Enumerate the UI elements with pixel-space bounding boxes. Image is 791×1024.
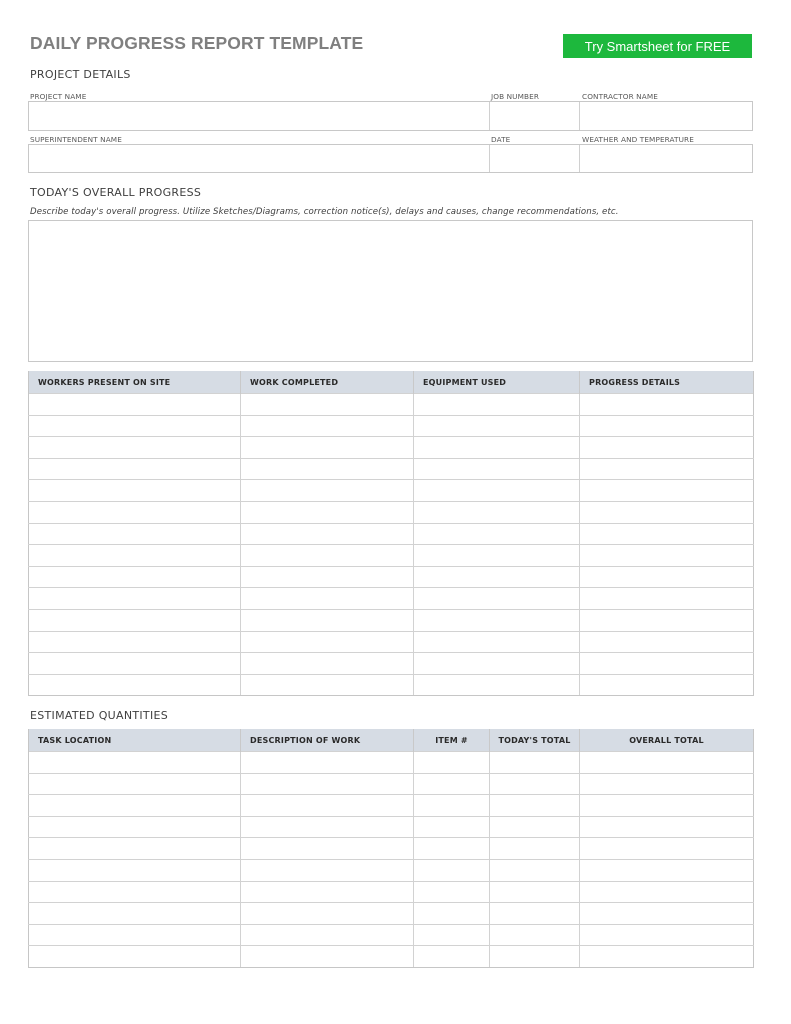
workers-present-cell[interactable] [29, 437, 241, 459]
item-number-cell[interactable] [414, 795, 490, 817]
progress-details-cell[interactable] [580, 545, 754, 567]
equipment-used-cell[interactable] [414, 674, 580, 696]
item-number-cell[interactable] [414, 838, 490, 860]
description-of-work-cell[interactable] [241, 816, 414, 838]
table-row [29, 946, 754, 968]
item-number-cell[interactable] [414, 773, 490, 795]
todays-total-cell[interactable] [490, 773, 580, 795]
column-header-item-number: ITEM # [414, 729, 490, 752]
description-of-work-cell[interactable] [241, 924, 414, 946]
column-header-description-of-work: DESCRIPTION OF WORK [241, 729, 414, 752]
task-location-cell[interactable] [29, 816, 241, 838]
todays-total-cell[interactable] [490, 881, 580, 903]
description-of-work-cell[interactable] [241, 752, 414, 774]
superintendent-name-field[interactable] [29, 145, 489, 172]
column-header-task-location: TASK LOCATION [29, 729, 241, 752]
table-row [29, 924, 754, 946]
equipment-used-cell[interactable] [414, 545, 580, 567]
column-header-overall-total: OVERALL TOTAL [580, 729, 754, 752]
task-location-cell[interactable] [29, 795, 241, 817]
overall-total-cell[interactable] [580, 795, 754, 817]
work-completed-cell[interactable] [241, 415, 414, 437]
equipment-used-cell[interactable] [414, 480, 580, 502]
progress-details-cell[interactable] [580, 609, 754, 631]
todays-total-cell[interactable] [490, 903, 580, 925]
table-row [29, 838, 754, 860]
progress-details-cell[interactable] [580, 588, 754, 610]
todays-total-cell[interactable] [490, 924, 580, 946]
description-of-work-cell[interactable] [241, 795, 414, 817]
project-name-field[interactable] [29, 102, 489, 130]
table-row [29, 588, 754, 610]
progress-details-cell[interactable] [580, 566, 754, 588]
work-completed-cell[interactable] [241, 653, 414, 675]
job-number-label: JOB NUMBER [491, 92, 540, 101]
task-location-cell[interactable] [29, 881, 241, 903]
overall-total-cell[interactable] [580, 816, 754, 838]
table-row [29, 437, 754, 459]
task-location-cell[interactable] [29, 838, 241, 860]
equipment-used-cell[interactable] [414, 523, 580, 545]
column-header-todays-total: TODAY'S TOTAL [490, 729, 580, 752]
workers-present-cell[interactable] [29, 545, 241, 567]
workers-present-cell[interactable] [29, 609, 241, 631]
column-header-workers: WORKERS PRESENT ON SITE [29, 371, 241, 394]
table-row [29, 545, 754, 567]
work-completed-cell[interactable] [241, 674, 414, 696]
description-of-work-cell[interactable] [241, 773, 414, 795]
equipment-used-cell[interactable] [414, 631, 580, 653]
progress-table [28, 371, 754, 696]
table-row [29, 674, 754, 696]
equipment-used-cell[interactable] [414, 609, 580, 631]
table-row [29, 795, 754, 817]
progress-details-cell[interactable] [580, 523, 754, 545]
date-field[interactable] [490, 145, 579, 172]
table-row [29, 773, 754, 795]
project-details-row-1 [28, 101, 753, 131]
overall-progress-textarea[interactable] [28, 220, 753, 362]
page-title: DAILY PROGRESS REPORT TEMPLATE [30, 33, 364, 53]
overall-total-cell[interactable] [580, 946, 754, 968]
column-header-equipment-used: EQUIPMENT USED [414, 371, 580, 394]
description-of-work-cell[interactable] [241, 859, 414, 881]
work-completed-cell[interactable] [241, 394, 414, 416]
table-row [29, 501, 754, 523]
work-completed-cell[interactable] [241, 437, 414, 459]
workers-present-cell[interactable] [29, 523, 241, 545]
superintendent-name-label: SUPERINTENDENT NAME [30, 135, 122, 144]
equipment-used-cell[interactable] [414, 566, 580, 588]
table-row [29, 903, 754, 925]
item-number-cell[interactable] [414, 924, 490, 946]
work-completed-cell[interactable] [241, 480, 414, 502]
progress-details-cell[interactable] [580, 394, 754, 416]
date-label: DATE [491, 135, 511, 144]
progress-table-header [29, 371, 754, 394]
workers-present-cell[interactable] [29, 653, 241, 675]
task-location-cell[interactable] [29, 859, 241, 881]
equipment-used-cell[interactable] [414, 458, 580, 480]
table-row [29, 523, 754, 545]
workers-present-cell[interactable] [29, 415, 241, 437]
work-completed-cell[interactable] [241, 523, 414, 545]
table-row [29, 480, 754, 502]
try-smartsheet-button[interactable]: Try Smartsheet for FREE [563, 34, 752, 58]
overall-total-cell[interactable] [580, 752, 754, 774]
progress-details-cell[interactable] [580, 631, 754, 653]
item-number-cell[interactable] [414, 903, 490, 925]
work-completed-cell[interactable] [241, 588, 414, 610]
table-row [29, 415, 754, 437]
overall-total-cell[interactable] [580, 924, 754, 946]
work-completed-cell[interactable] [241, 458, 414, 480]
equipment-used-cell[interactable] [414, 437, 580, 459]
todays-total-cell[interactable] [490, 816, 580, 838]
weather-label: WEATHER AND TEMPERATURE [582, 135, 694, 144]
progress-details-cell[interactable] [580, 437, 754, 459]
equipment-used-cell[interactable] [414, 415, 580, 437]
workers-present-cell[interactable] [29, 480, 241, 502]
work-completed-cell[interactable] [241, 501, 414, 523]
table-row [29, 816, 754, 838]
todays-total-cell[interactable] [490, 859, 580, 881]
todays-total-cell[interactable] [490, 838, 580, 860]
task-location-cell[interactable] [29, 773, 241, 795]
overall-progress-instructions: Describe today's overall progress. Utilize Sketches/Diagrams, correction notice(s), delays and causes, change recommendations, etc. [30, 207, 619, 217]
overall-total-cell[interactable] [580, 838, 754, 860]
progress-details-cell[interactable] [580, 415, 754, 437]
table-row [29, 752, 754, 774]
progress-details-cell[interactable] [580, 480, 754, 502]
table-row [29, 458, 754, 480]
workers-present-cell[interactable] [29, 588, 241, 610]
table-row [29, 859, 754, 881]
table-row [29, 653, 754, 675]
workers-present-cell[interactable] [29, 501, 241, 523]
description-of-work-cell[interactable] [241, 946, 414, 968]
contractor-name-field[interactable] [580, 102, 751, 130]
overall-total-cell[interactable] [580, 859, 754, 881]
overall-total-cell[interactable] [580, 881, 754, 903]
table-row [29, 394, 754, 416]
estimated-quantities-heading: ESTIMATED QUANTITIES [30, 709, 169, 722]
contractor-name-label: CONTRACTOR NAME [582, 92, 658, 101]
task-location-cell[interactable] [29, 924, 241, 946]
task-location-cell[interactable] [29, 903, 241, 925]
item-number-cell[interactable] [414, 859, 490, 881]
equipment-used-cell[interactable] [414, 394, 580, 416]
progress-details-cell[interactable] [580, 653, 754, 675]
quantities-table-header [29, 729, 754, 752]
project-name-label: PROJECT NAME [30, 92, 87, 101]
weather-field[interactable] [580, 145, 751, 172]
overall-total-cell[interactable] [580, 773, 754, 795]
description-of-work-cell[interactable] [241, 881, 414, 903]
table-row [29, 609, 754, 631]
work-completed-cell[interactable] [241, 566, 414, 588]
workers-present-cell[interactable] [29, 631, 241, 653]
equipment-used-cell[interactable] [414, 653, 580, 675]
workers-present-cell[interactable] [29, 674, 241, 696]
description-of-work-cell[interactable] [241, 838, 414, 860]
table-row [29, 881, 754, 903]
column-header-work-completed: WORK COMPLETED [241, 371, 414, 394]
workers-present-cell[interactable] [29, 458, 241, 480]
progress-details-cell[interactable] [580, 501, 754, 523]
item-number-cell[interactable] [414, 816, 490, 838]
item-number-cell[interactable] [414, 946, 490, 968]
workers-present-cell[interactable] [29, 566, 241, 588]
estimated-quantities-table [28, 729, 754, 968]
workers-present-cell[interactable] [29, 394, 241, 416]
project-details-row-2 [28, 144, 753, 173]
work-completed-cell[interactable] [241, 545, 414, 567]
equipment-used-cell[interactable] [414, 501, 580, 523]
overall-total-cell[interactable] [580, 903, 754, 925]
project-details-heading: PROJECT DETAILS [30, 68, 131, 81]
table-row [29, 631, 754, 653]
progress-details-cell[interactable] [580, 674, 754, 696]
table-row [29, 566, 754, 588]
todays-total-cell[interactable] [490, 752, 580, 774]
column-header-progress-details: PROGRESS DETAILS [580, 371, 754, 394]
task-location-cell[interactable] [29, 946, 241, 968]
item-number-cell[interactable] [414, 752, 490, 774]
progress-details-cell[interactable] [580, 458, 754, 480]
todays-total-cell[interactable] [490, 946, 580, 968]
todays-total-cell[interactable] [490, 795, 580, 817]
description-of-work-cell[interactable] [241, 903, 414, 925]
work-completed-cell[interactable] [241, 631, 414, 653]
item-number-cell[interactable] [414, 881, 490, 903]
task-location-cell[interactable] [29, 752, 241, 774]
job-number-field[interactable] [490, 102, 579, 130]
equipment-used-cell[interactable] [414, 588, 580, 610]
overall-progress-heading: TODAY'S OVERALL PROGRESS [30, 186, 202, 199]
work-completed-cell[interactable] [241, 609, 414, 631]
